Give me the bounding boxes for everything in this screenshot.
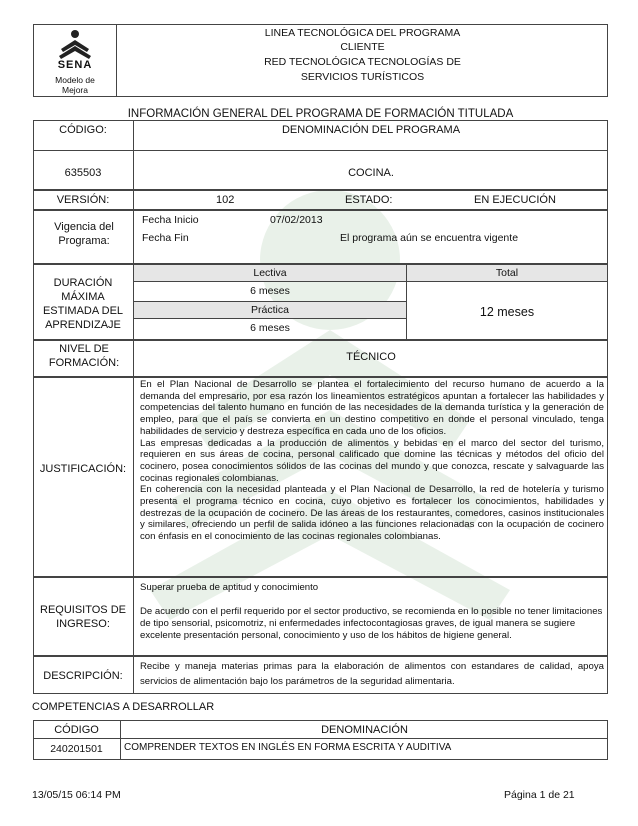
sena-logo-icon [58,29,92,59]
header-title-1: LINEA TECNOLÓGICA DEL PROGRAMA [264,27,461,39]
code-name-hline [33,150,608,151]
state-label: ESTADO: [345,194,393,206]
requirements-label: REQUISITOS DE INGRESO: [40,604,126,630]
total-value: 12 meses [479,305,535,319]
requirements-line-2: De acuerdo con el perfil requerido por el sector productivo, se recomienda en lo posible no tener limitaciones de tipo sensorial, psicomotriz, ni enfermedades infectocontagiosas graves, de igual manera se sugiere excelente presentación personal, conocimiento y uso de los hábitos de higiene general. [140,606,603,641]
total-label: Total [495,267,519,279]
competency-name-header: DENOMINACIÓN [321,724,408,736]
section-title: INFORMACIÓN GENERAL DEL PROGRAMA DE FORMACIÓN TITULADA [127,108,514,120]
justification-divider [133,377,134,577]
duration-label: DURACIÓN MÁXIMA ESTIMADA DEL APRENDIZAJE [42,277,124,331]
requirements-line-1: Superar prueba de aptitud y conocimiento [140,582,319,593]
end-value: El programa aún se encuentra vigente [340,232,519,244]
version-divider [133,190,134,210]
version-label: VERSIÓN: [56,194,110,206]
level-label: NIVEL DE FORMACIÓN: [48,343,120,369]
program-name: COCINA. [348,167,394,179]
start-date: 07/02/2013 [270,214,323,226]
competency-name: COMPRENDER TEXTOS EN INGLÉS EN FORMA ESCRITA Y AUDITIVA [124,742,452,753]
justification-paragraph-1: En el Plan Nacional de Desarrollo se plantea el fortalecimiento del recurso humano de acuerdo a la demanda del empresario, por esa razón los lineamientos estratégicos apuntan a fortalecer las habilidades y competencias del talento humano en función de las necesidades de la demanda turística y la generación de empleo, para que el país se convierta en un destino competitivo en donde el personal vinculado, tenga habilidades de servicio y destreza específica en cada uno de los oficios. [140,379,604,437]
footer-timestamp: 13/05/15 06:14 PM [32,789,121,801]
practica-label: Práctica [251,304,289,316]
competencies-title: COMPETENCIAS A DESARROLLAR [32,701,215,713]
level-value: TÉCNICO [346,351,396,363]
header-title-4: SERVICIOS TURÍSTICOS [300,71,425,83]
lectiva-value: 6 meses [250,285,290,297]
logo-text: SENA [57,59,93,71]
code-label: CÓDIGO: [59,124,107,136]
program-name-label: DENOMINACIÓN DEL PROGRAMA [281,124,461,136]
justification-label: JUSTIFICACIÓN: [39,463,127,475]
footer-page: Página 1 de 21 [504,789,575,801]
state-value: EN EJECUCIÓN [474,194,556,206]
validity-divider [133,210,134,264]
version-value: 102 [216,194,235,206]
description-label: DESCRIPCIÓN: [43,670,123,682]
competency-code-header: CÓDIGO [54,724,99,736]
start-label: Fecha Inicio [142,214,199,226]
requirements-divider [133,577,134,656]
program-code: 635503 [64,167,102,179]
justification-paragraph-3: En coherencia con la necesidad planteada y el Plan Nacional de Desarrollo, la red de hotelería y turismo presenta el programa técnico en cocina, cuyo objetivo es fortalecer los conocimientos, habilidades y destrezas de la ocupación de cocinero. De las áreas de los restaurantes, comedores, casinos institucionales y similares, ofreciendo un perfil de salida idóneo a las funciones relacionadas con la ocupación de cocinero con énfasis en el conocimiento de las cocinas regionales colombianas. [140,484,604,543]
logo-area [34,25,116,96]
lectiva-label: Lectiva [253,267,287,279]
description-text: Recibe y maneja materias primas para la elaboración de alimentos con estandares de calidad, apoya servicios de alimentación bajo los parámetros de la seguridad alimentaria. [140,661,604,687]
competency-code: 240201501 [50,743,103,755]
header-title-2: CLIENTE [340,41,385,53]
model-label: Modelo de Mejora [55,75,95,95]
description-divider [133,656,134,694]
end-label: Fecha Fin [142,232,189,244]
justification-paragraph-2: Las empresas dedicadas a la producción de alimentos y bebidas en el marco del sector del turismo, requieren en sus áreas de cocina, personal calificado que domine las técnicas y métodos del oficio del cocinero, posea conocimientos sólidos de las cocinas del mundo y que conozca, rescate y salvaguarde las cocinas regionales colombianas. [140,437,604,484]
header-title-3: RED TECNOLÓGICA TECNOLOGÍAS DE [264,56,461,68]
validity-label: Vigencia del Programa: [54,221,114,247]
justification-text [140,379,604,543]
practica-value: 6 meses [250,322,290,334]
